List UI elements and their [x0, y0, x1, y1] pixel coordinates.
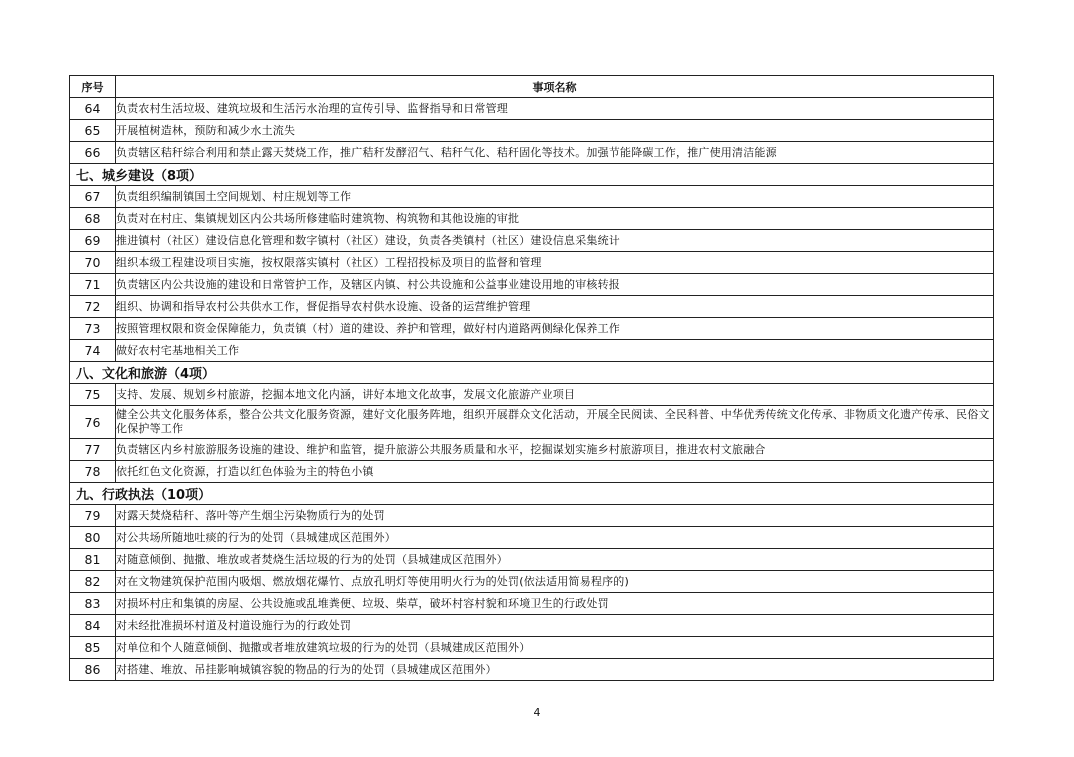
table-body: [70, 98, 994, 681]
serial-number-cell: 82: [70, 571, 116, 593]
table-header-row: [70, 76, 994, 98]
serial-number-cell: 74: [70, 340, 116, 362]
item-name-cell: 对公共场所随地吐痰的行为的处罚（县城建成区范围外）: [116, 527, 994, 549]
serial-number-cell: 67: [70, 186, 116, 208]
table-row: [70, 340, 994, 362]
serial-number-cell: 84: [70, 615, 116, 637]
item-name-cell: 对单位和个人随意倾倒、抛撒或者堆放建筑垃圾的行为的处罚（县城建成区范围外）: [116, 637, 994, 659]
table-row: [70, 142, 994, 164]
item-name-cell: 对搭建、堆放、吊挂影响城镇容貌的物品的行为的处罚（县城建成区范围外）: [116, 659, 994, 681]
table-row: [70, 208, 994, 230]
serial-number-cell: 64: [70, 98, 116, 120]
table-row: [70, 318, 994, 340]
serial-number-cell: 75: [70, 384, 116, 406]
section-heading-row: [70, 164, 994, 186]
table-row: [70, 230, 994, 252]
item-name-cell: 对在文物建筑保护范围内吸烟、燃放烟花爆竹、点放孔明灯等使用明火行为的处罚(依法适用简易程序的): [116, 571, 994, 593]
item-name-cell: 负责辖区内乡村旅游服务设施的建设、维护和监管，提升旅游公共服务质量和水平，挖掘谋划实施乡村旅游项目，推进农村文旅融合: [116, 439, 994, 461]
table-row: [70, 98, 994, 120]
table-row: [70, 549, 994, 571]
item-name-cell: 负责农村生活垃圾、建筑垃圾和生活污水治理的宣传引导、监督指导和日常管理: [116, 98, 994, 120]
item-name-cell: 负责组织编制镇国土空间规划、村庄规划等工作: [116, 186, 994, 208]
item-name-cell: 对损坏村庄和集镇的房屋、公共设施或乱堆粪便、垃圾、柴草，破坏村容村貌和环境卫生的行政处罚: [116, 593, 994, 615]
section-heading-row: [70, 483, 994, 505]
table-row: [70, 637, 994, 659]
item-name-cell: 对随意倾倒、抛撒、堆放或者焚烧生活垃圾的行为的处罚（县城建成区范围外）: [116, 549, 994, 571]
serial-number-cell: 76: [70, 406, 116, 439]
item-name-cell: 负责辖区内公共设施的建设和日常管护工作，及辖区内镇、村公共设施和公益事业建设用地的审核转报: [116, 274, 994, 296]
serial-number-cell: 81: [70, 549, 116, 571]
serial-number-cell: 65: [70, 120, 116, 142]
table-row: [70, 505, 994, 527]
item-name-cell: 组织本级工程建设项目实施，按权限落实镇村（社区）工程招投标及项目的监督和管理: [116, 252, 994, 274]
item-name-cell: 对露天焚烧秸秆、落叶等产生烟尘污染物质行为的处罚: [116, 505, 994, 527]
item-name-cell: 依托红色文化资源，打造以红色体验为主的特色小镇: [116, 461, 994, 483]
table-row: [70, 252, 994, 274]
serial-number-cell: 69: [70, 230, 116, 252]
serial-number-cell: 66: [70, 142, 116, 164]
serial-number-cell: 85: [70, 637, 116, 659]
table-row: [70, 615, 994, 637]
table-row: [70, 527, 994, 549]
serial-number-cell: 71: [70, 274, 116, 296]
serial-number-cell: 80: [70, 527, 116, 549]
item-name-cell: 开展植树造林，预防和减少水土流失: [116, 120, 994, 142]
serial-number-cell: 79: [70, 505, 116, 527]
serial-number-cell: 72: [70, 296, 116, 318]
item-name-cell: 负责对在村庄、集镇规划区内公共场所修建临时建筑物、构筑物和其他设施的审批: [116, 208, 994, 230]
item-name-cell: 组织、协调和指导农村公共供水工作，督促指导农村供水设施、设备的运营维护管理: [116, 296, 994, 318]
table-row: [70, 439, 994, 461]
item-name-cell: 推进镇村（社区）建设信息化管理和数字镇村（社区）建设，负责各类镇村（社区）建设信息采集统计: [116, 230, 994, 252]
table-row: [70, 296, 994, 318]
serial-number-cell: 73: [70, 318, 116, 340]
header-item-name: 事项名称: [116, 76, 994, 98]
table-row: [70, 593, 994, 615]
table-row: [70, 274, 994, 296]
table-row: [70, 406, 994, 439]
section-heading: 九、行政执法（10项）: [70, 483, 994, 505]
table-row: [70, 571, 994, 593]
serial-number-cell: 77: [70, 439, 116, 461]
item-name-cell: 按照管理权限和资金保障能力，负责镇（村）道的建设、养护和管理，做好村内道路两侧绿化保养工作: [116, 318, 994, 340]
section-heading-row: [70, 362, 994, 384]
serial-number-cell: 68: [70, 208, 116, 230]
table-row: [70, 659, 994, 681]
items-table: [69, 75, 994, 681]
item-name-cell: 健全公共文化服务体系，整合公共文化服务资源，建好文化服务阵地，组织开展群众文化活动，开展全民阅读、全民科普、中华优秀传统文化传承、非物质文化遗产传承、民俗文化保护等工作: [116, 406, 994, 439]
section-heading: 七、城乡建设（8项）: [70, 164, 994, 186]
table-row: [70, 384, 994, 406]
item-name-cell: 对未经批准损坏村道及村道设施行为的行政处罚: [116, 615, 994, 637]
item-name-cell: 支持、发展、规划乡村旅游，挖掘本地文化内涵，讲好本地文化故事，发展文化旅游产业项目: [116, 384, 994, 406]
table-row: [70, 461, 994, 483]
section-heading: 八、文化和旅游（4项）: [70, 362, 994, 384]
serial-number-cell: 78: [70, 461, 116, 483]
serial-number-cell: 83: [70, 593, 116, 615]
serial-number-cell: 70: [70, 252, 116, 274]
page-number: 4: [533, 706, 541, 719]
item-name-cell: 负责辖区秸秆综合利用和禁止露天焚烧工作，推广秸秆发酵沼气、秸秆气化、秸秆固化等技术。加强节能降碳工作，推广使用清洁能源: [116, 142, 994, 164]
item-name-cell: 做好农村宅基地相关工作: [116, 340, 994, 362]
table-row: [70, 120, 994, 142]
table-row: [70, 186, 994, 208]
header-serial-number: 序号: [70, 76, 116, 98]
serial-number-cell: 86: [70, 659, 116, 681]
